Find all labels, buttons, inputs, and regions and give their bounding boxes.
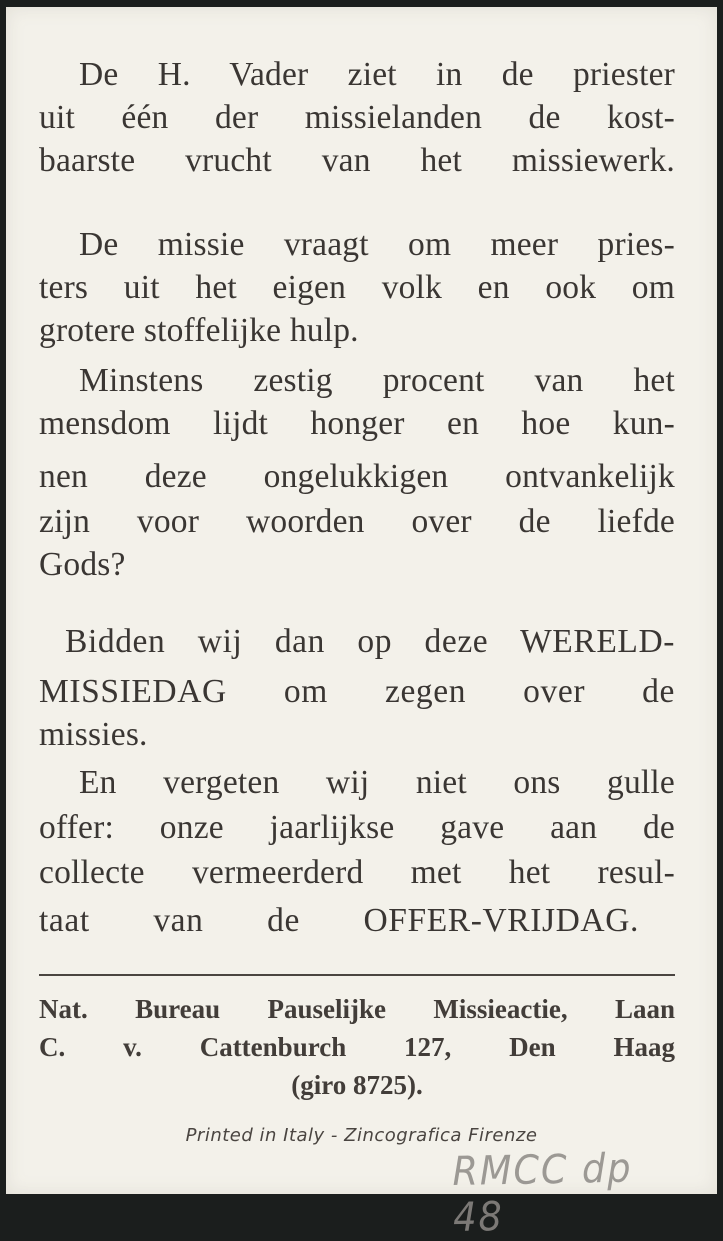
printer-credit: Printed in Italy - Zincografica Firenze — [185, 1125, 538, 1146]
divider-rule — [39, 974, 675, 976]
paragraph-1-line-1: De H. Vader ziet in de priester — [79, 56, 675, 93]
paragraph-3-line-3: nen deze ongelukkigen ontvankelijk — [39, 458, 675, 495]
paragraph-3-line-2: mensdom lijdt honger en hoe kun- — [39, 405, 675, 442]
address-line-2: C. v. Cattenburch 127, Den Haag — [39, 1032, 675, 1062]
address-line-3: (giro 8725). — [291, 1070, 423, 1100]
paragraph-4-line-1: Bidden wij dan op deze WERELD- — [65, 623, 675, 660]
paragraph-3-line-5: Gods? — [39, 546, 126, 583]
paragraph-5-line-3: collecte vermeerderd met het resul- — [39, 854, 675, 891]
paragraph-5-line-4: taat van de OFFER-VRIJDAG. — [39, 902, 639, 939]
paragraph-5-line-1: En vergeten wij niet ons gulle — [79, 764, 675, 801]
paragraph-1-line-3: baarste vrucht van het missiewerk. — [39, 142, 675, 179]
paragraph-4-line-3: missies. — [39, 716, 148, 753]
paragraph-1-line-2: uit één der missielanden de kost- — [39, 99, 675, 136]
paragraph-3-line-1: Minstens zestig procent van het — [79, 362, 675, 399]
handwritten-archive-mark: RMCC dp 48 — [452, 1145, 633, 1241]
paragraph-2-line-1: De missie vraagt om meer pries- — [79, 226, 675, 263]
paragraph-2-line-3: grotere stoffelijke hulp. — [39, 312, 359, 349]
paragraph-4-line-2: MISSIEDAG om zegen over de — [39, 673, 675, 710]
address-line-1: Nat. Bureau Pauselijke Missieactie, Laan — [39, 994, 675, 1024]
paragraph-5-line-2: offer: onze jaarlijkse gave aan de — [39, 809, 675, 846]
paragraph-3-line-4: zijn voor woorden over de liefde — [39, 503, 675, 540]
paragraph-2-line-2: ters uit het eigen volk en ook om — [39, 269, 675, 306]
prayer-card-back — [6, 7, 717, 1241]
